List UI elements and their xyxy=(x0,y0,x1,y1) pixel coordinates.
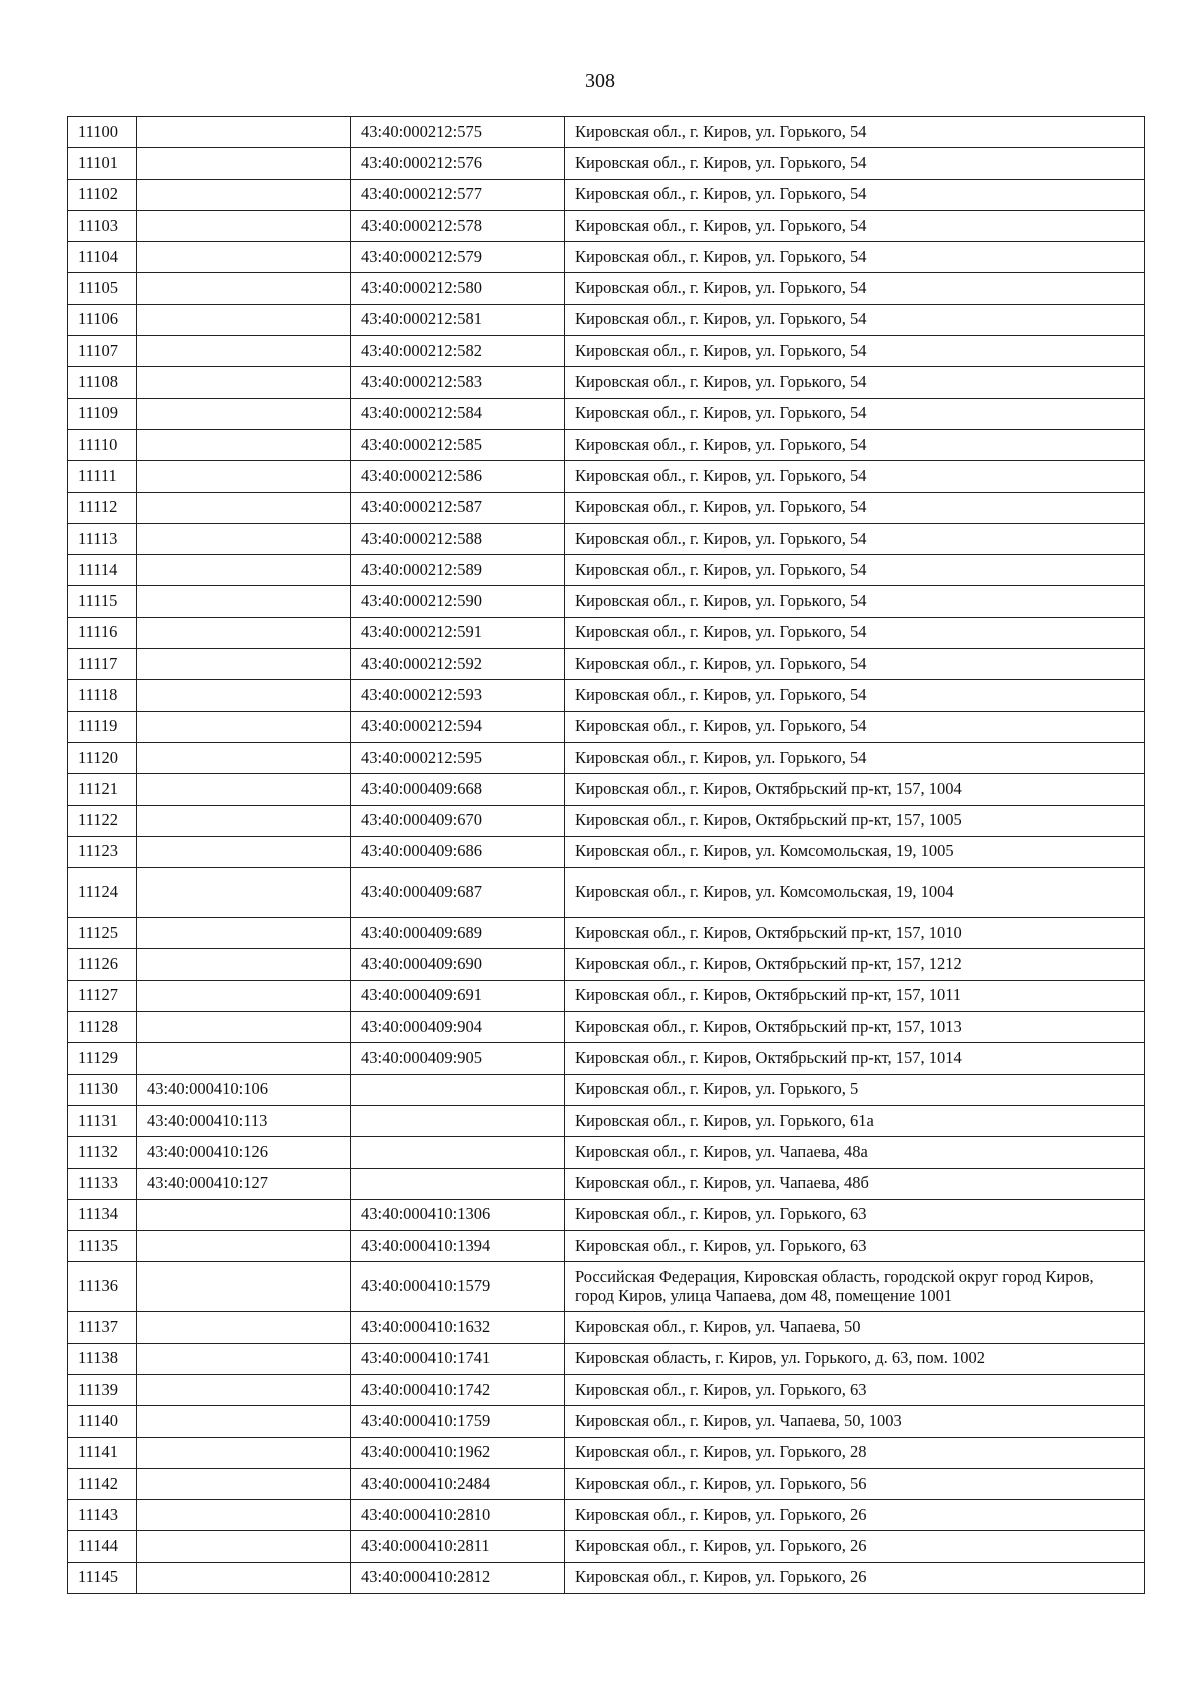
land-cadastral-number-cell xyxy=(137,1343,351,1374)
row-number-cell: 11118 xyxy=(68,680,137,711)
land-cadastral-number-cell: 43:40:000410:126 xyxy=(137,1137,351,1168)
address-cell: Кировская обл., г. Киров, ул. Горького, 26 xyxy=(565,1562,1145,1593)
table-row xyxy=(68,1199,1145,1230)
land-cadastral-number-cell xyxy=(137,1468,351,1499)
row-number-cell: 11110 xyxy=(68,429,137,460)
land-cadastral-number-cell xyxy=(137,555,351,586)
row-number-cell: 11121 xyxy=(68,774,137,805)
building-cadastral-number-cell xyxy=(351,1105,565,1136)
table-row xyxy=(68,1262,1145,1312)
address-cell: Кировская обл., г. Киров, ул. Горького, 54 xyxy=(565,680,1145,711)
building-cadastral-number-cell xyxy=(351,1168,565,1199)
table-row xyxy=(68,918,1145,949)
building-cadastral-number-cell: 43:40:000410:1632 xyxy=(351,1312,565,1343)
land-cadastral-number-cell xyxy=(137,242,351,273)
table-row xyxy=(68,242,1145,273)
address-cell: Кировская обл., г. Киров, ул. Горького, 54 xyxy=(565,117,1145,148)
row-number-cell: 11129 xyxy=(68,1043,137,1074)
table-row xyxy=(68,1468,1145,1499)
table-row xyxy=(68,1562,1145,1593)
row-number-cell: 11109 xyxy=(68,398,137,429)
address-cell: Кировская обл., г. Киров, ул. Горького, 54 xyxy=(565,398,1145,429)
land-cadastral-number-cell xyxy=(137,711,351,742)
address-cell: Кировская обл., г. Киров, ул. Горького, 63 xyxy=(565,1199,1145,1230)
row-number-cell: 11123 xyxy=(68,836,137,867)
row-number-cell: 11127 xyxy=(68,980,137,1011)
address-cell: Кировская обл., г. Киров, ул. Горького, 54 xyxy=(565,429,1145,460)
building-cadastral-number-cell: 43:40:000212:593 xyxy=(351,680,565,711)
row-number-cell: 11128 xyxy=(68,1012,137,1043)
table-row xyxy=(68,805,1145,836)
building-cadastral-number-cell: 43:40:000212:594 xyxy=(351,711,565,742)
building-cadastral-number-cell: 43:40:000212:595 xyxy=(351,742,565,773)
table-row xyxy=(68,711,1145,742)
row-number-cell: 11111 xyxy=(68,461,137,492)
building-cadastral-number-cell: 43:40:000212:575 xyxy=(351,117,565,148)
address-cell: Кировская обл., г. Киров, ул. Горького, 54 xyxy=(565,179,1145,210)
row-number-cell: 11125 xyxy=(68,918,137,949)
building-cadastral-number-cell: 43:40:000410:1742 xyxy=(351,1374,565,1405)
address-cell: Кировская обл., г. Киров, ул. Горького, 61а xyxy=(565,1105,1145,1136)
land-cadastral-number-cell xyxy=(137,1012,351,1043)
row-number-cell: 11107 xyxy=(68,336,137,367)
address-cell: Кировская обл., г. Киров, ул. Горького, 54 xyxy=(565,711,1145,742)
table-row xyxy=(68,680,1145,711)
land-cadastral-number-cell: 43:40:000410:113 xyxy=(137,1105,351,1136)
address-cell: Кировская обл., г. Киров, ул. Горького, 63 xyxy=(565,1374,1145,1405)
land-cadastral-number-cell xyxy=(137,1312,351,1343)
address-cell: Кировская обл., г. Киров, Октябрьский пр-кт, 157, 1005 xyxy=(565,805,1145,836)
address-cell: Кировская обл., г. Киров, Октябрьский пр-кт, 157, 1013 xyxy=(565,1012,1145,1043)
building-cadastral-number-cell: 43:40:000409:686 xyxy=(351,836,565,867)
address-cell: Кировская обл., г. Киров, ул. Горького, 54 xyxy=(565,523,1145,554)
building-cadastral-number-cell: 43:40:000410:1394 xyxy=(351,1231,565,1262)
building-cadastral-number-cell: 43:40:000410:2484 xyxy=(351,1468,565,1499)
building-cadastral-number-cell: 43:40:000212:584 xyxy=(351,398,565,429)
table-row xyxy=(68,1374,1145,1405)
address-cell: Кировская обл., г. Киров, ул. Горького, 26 xyxy=(565,1531,1145,1562)
address-cell: Кировская обл., г. Киров, Октябрьский пр-кт, 157, 1011 xyxy=(565,980,1145,1011)
row-number-cell: 11137 xyxy=(68,1312,137,1343)
address-cell: Кировская обл., г. Киров, Октябрьский пр-кт, 157, 1014 xyxy=(565,1043,1145,1074)
building-cadastral-number-cell: 43:40:000409:668 xyxy=(351,774,565,805)
building-cadastral-number-cell: 43:40:000212:580 xyxy=(351,273,565,304)
table-row xyxy=(68,1137,1145,1168)
row-number-cell: 11124 xyxy=(68,868,137,918)
building-cadastral-number-cell: 43:40:000212:591 xyxy=(351,617,565,648)
land-cadastral-number-cell xyxy=(137,523,351,554)
land-cadastral-number-cell xyxy=(137,1043,351,1074)
address-cell: Кировская обл., г. Киров, ул. Горького, 54 xyxy=(565,492,1145,523)
row-number-cell: 11142 xyxy=(68,1468,137,1499)
table-row xyxy=(68,1312,1145,1343)
land-cadastral-number-cell xyxy=(137,868,351,918)
land-cadastral-number-cell xyxy=(137,742,351,773)
address-cell: Кировская обл., г. Киров, ул. Чапаева, 50 xyxy=(565,1312,1145,1343)
address-cell: Кировская обл., г. Киров, ул. Горького, 28 xyxy=(565,1437,1145,1468)
address-cell: Кировская обл., г. Киров, ул. Горького, 54 xyxy=(565,304,1145,335)
table-row xyxy=(68,492,1145,523)
land-cadastral-number-cell xyxy=(137,1262,351,1312)
land-cadastral-number-cell xyxy=(137,117,351,148)
address-cell: Кировская обл., г. Киров, Октябрьский пр-кт, 157, 1004 xyxy=(565,774,1145,805)
address-cell: Кировская обл., г. Киров, ул. Горького, 54 xyxy=(565,617,1145,648)
table-row xyxy=(68,1168,1145,1199)
building-cadastral-number-cell: 43:40:000212:581 xyxy=(351,304,565,335)
building-cadastral-number-cell: 43:40:000212:582 xyxy=(351,336,565,367)
land-cadastral-number-cell xyxy=(137,805,351,836)
row-number-cell: 11115 xyxy=(68,586,137,617)
land-cadastral-number-cell xyxy=(137,1374,351,1405)
row-number-cell: 11106 xyxy=(68,304,137,335)
address-cell: Кировская обл., г. Киров, ул. Горького, 63 xyxy=(565,1231,1145,1262)
row-number-cell: 11113 xyxy=(68,523,137,554)
land-cadastral-number-cell xyxy=(137,617,351,648)
address-cell: Кировская обл., г. Киров, ул. Горького, 54 xyxy=(565,461,1145,492)
table-row xyxy=(68,1231,1145,1262)
building-cadastral-number-cell: 43:40:000410:1741 xyxy=(351,1343,565,1374)
land-cadastral-number-cell xyxy=(137,398,351,429)
row-number-cell: 11130 xyxy=(68,1074,137,1105)
building-cadastral-number-cell: 43:40:000409:687 xyxy=(351,868,565,918)
address-cell: Кировская обл., г. Киров, ул. Чапаева, 50, 1003 xyxy=(565,1406,1145,1437)
land-cadastral-number-cell xyxy=(137,1500,351,1531)
land-cadastral-number-cell xyxy=(137,1562,351,1593)
row-number-cell: 11136 xyxy=(68,1262,137,1312)
row-number-cell: 11114 xyxy=(68,555,137,586)
land-cadastral-number-cell xyxy=(137,586,351,617)
registry-table xyxy=(67,116,1145,1594)
building-cadastral-number-cell: 43:40:000409:690 xyxy=(351,949,565,980)
table-row xyxy=(68,949,1145,980)
row-number-cell: 11104 xyxy=(68,242,137,273)
building-cadastral-number-cell: 43:40:000212:592 xyxy=(351,649,565,680)
land-cadastral-number-cell xyxy=(137,304,351,335)
row-number-cell: 11119 xyxy=(68,711,137,742)
building-cadastral-number-cell: 43:40:000212:590 xyxy=(351,586,565,617)
row-number-cell: 11144 xyxy=(68,1531,137,1562)
building-cadastral-number-cell: 43:40:000212:588 xyxy=(351,523,565,554)
building-cadastral-number-cell: 43:40:000409:905 xyxy=(351,1043,565,1074)
land-cadastral-number-cell xyxy=(137,148,351,179)
land-cadastral-number-cell xyxy=(137,210,351,241)
row-number-cell: 11122 xyxy=(68,805,137,836)
building-cadastral-number-cell: 43:40:000410:2811 xyxy=(351,1531,565,1562)
row-number-cell: 11135 xyxy=(68,1231,137,1262)
table-row xyxy=(68,1043,1145,1074)
table-row xyxy=(68,836,1145,867)
row-number-cell: 11105 xyxy=(68,273,137,304)
building-cadastral-number-cell: 43:40:000212:587 xyxy=(351,492,565,523)
table-row xyxy=(68,210,1145,241)
row-number-cell: 11141 xyxy=(68,1437,137,1468)
address-cell: Кировская обл., г. Киров, ул. Горького, 54 xyxy=(565,242,1145,273)
address-cell: Кировская обл., г. Киров, ул. Горького, 54 xyxy=(565,742,1145,773)
address-cell: Кировская обл., г. Киров, ул. Чапаева, 48б xyxy=(565,1168,1145,1199)
building-cadastral-number-cell: 43:40:000410:2810 xyxy=(351,1500,565,1531)
table-row xyxy=(68,1406,1145,1437)
land-cadastral-number-cell xyxy=(137,273,351,304)
building-cadastral-number-cell: 43:40:000212:586 xyxy=(351,461,565,492)
table-row xyxy=(68,1012,1145,1043)
building-cadastral-number-cell: 43:40:000212:577 xyxy=(351,179,565,210)
row-number-cell: 11140 xyxy=(68,1406,137,1437)
address-cell: Кировская обл., г. Киров, ул. Горького, 54 xyxy=(565,555,1145,586)
table-row xyxy=(68,980,1145,1011)
table-row xyxy=(68,868,1145,918)
table-row xyxy=(68,117,1145,148)
land-cadastral-number-cell xyxy=(137,980,351,1011)
address-cell: Кировская обл., г. Киров, ул. Горького, 54 xyxy=(565,273,1145,304)
row-number-cell: 11116 xyxy=(68,617,137,648)
land-cadastral-number-cell xyxy=(137,1231,351,1262)
address-cell: Кировская обл., г. Киров, ул. Горького, 54 xyxy=(565,336,1145,367)
land-cadastral-number-cell xyxy=(137,429,351,460)
building-cadastral-number-cell: 43:40:000410:1962 xyxy=(351,1437,565,1468)
table-row xyxy=(68,273,1145,304)
row-number-cell: 11102 xyxy=(68,179,137,210)
row-number-cell: 11145 xyxy=(68,1562,137,1593)
land-cadastral-number-cell xyxy=(137,836,351,867)
address-cell: Кировская обл., г. Киров, ул. Горького, 5 xyxy=(565,1074,1145,1105)
land-cadastral-number-cell xyxy=(137,367,351,398)
address-cell: Кировская обл., г. Киров, ул. Комсомольская, 19, 1005 xyxy=(565,836,1145,867)
building-cadastral-number-cell: 43:40:000409:689 xyxy=(351,918,565,949)
row-number-cell: 11117 xyxy=(68,649,137,680)
row-number-cell: 11103 xyxy=(68,210,137,241)
registry-table-body xyxy=(68,117,1145,1594)
land-cadastral-number-cell xyxy=(137,336,351,367)
table-row xyxy=(68,367,1145,398)
land-cadastral-number-cell xyxy=(137,649,351,680)
table-row xyxy=(68,398,1145,429)
land-cadastral-number-cell xyxy=(137,1437,351,1468)
address-cell: Кировская обл., г. Киров, ул. Горького, 54 xyxy=(565,148,1145,179)
address-cell: Кировская обл., г. Киров, ул. Горького, 54 xyxy=(565,367,1145,398)
row-number-cell: 11139 xyxy=(68,1374,137,1405)
table-row xyxy=(68,1437,1145,1468)
building-cadastral-number-cell xyxy=(351,1074,565,1105)
address-cell: Кировская обл., г. Киров, ул. Горького, 56 xyxy=(565,1468,1145,1499)
table-row xyxy=(68,555,1145,586)
page-number: 308 xyxy=(585,70,615,92)
address-cell: Кировская область, г. Киров, ул. Горького, д. 63, пом. 1002 xyxy=(565,1343,1145,1374)
row-number-cell: 11112 xyxy=(68,492,137,523)
table-row xyxy=(68,1531,1145,1562)
row-number-cell: 11108 xyxy=(68,367,137,398)
building-cadastral-number-cell: 43:40:000410:1306 xyxy=(351,1199,565,1230)
building-cadastral-number-cell: 43:40:000212:589 xyxy=(351,555,565,586)
row-number-cell: 11126 xyxy=(68,949,137,980)
building-cadastral-number-cell: 43:40:000409:904 xyxy=(351,1012,565,1043)
row-number-cell: 11131 xyxy=(68,1105,137,1136)
land-cadastral-number-cell xyxy=(137,680,351,711)
row-number-cell: 11143 xyxy=(68,1500,137,1531)
row-number-cell: 11134 xyxy=(68,1199,137,1230)
address-cell: Кировская обл., г. Киров, ул. Горького, 54 xyxy=(565,210,1145,241)
address-cell: Кировская обл., г. Киров, Октябрьский пр-кт, 157, 1010 xyxy=(565,918,1145,949)
land-cadastral-number-cell xyxy=(137,1199,351,1230)
table-row xyxy=(68,617,1145,648)
land-cadastral-number-cell xyxy=(137,492,351,523)
address-cell: Кировская обл., г. Киров, ул. Комсомольская, 19, 1004 xyxy=(565,868,1145,918)
address-cell: Кировская обл., г. Киров, ул. Чапаева, 48а xyxy=(565,1137,1145,1168)
table-row xyxy=(68,179,1145,210)
building-cadastral-number-cell xyxy=(351,1137,565,1168)
land-cadastral-number-cell: 43:40:000410:106 xyxy=(137,1074,351,1105)
land-cadastral-number-cell xyxy=(137,774,351,805)
building-cadastral-number-cell: 43:40:000212:578 xyxy=(351,210,565,241)
row-number-cell: 11100 xyxy=(68,117,137,148)
address-cell: Кировская обл., г. Киров, ул. Горького, 54 xyxy=(565,586,1145,617)
building-cadastral-number-cell: 43:40:000410:1759 xyxy=(351,1406,565,1437)
address-cell: Кировская обл., г. Киров, ул. Горького, 26 xyxy=(565,1500,1145,1531)
row-number-cell: 11120 xyxy=(68,742,137,773)
table-row xyxy=(68,304,1145,335)
land-cadastral-number-cell xyxy=(137,179,351,210)
address-cell: Российская Федерация, Кировская область, городской округ город Киров, город Киров, улица Чапаева, дом 48, помещение 1001 xyxy=(565,1262,1145,1312)
table-row xyxy=(68,148,1145,179)
table-row xyxy=(68,1074,1145,1105)
table-row xyxy=(68,1105,1145,1136)
row-number-cell: 11133 xyxy=(68,1168,137,1199)
building-cadastral-number-cell: 43:40:000212:583 xyxy=(351,367,565,398)
building-cadastral-number-cell: 43:40:000409:670 xyxy=(351,805,565,836)
building-cadastral-number-cell: 43:40:000410:1579 xyxy=(351,1262,565,1312)
building-cadastral-number-cell: 43:40:000212:579 xyxy=(351,242,565,273)
row-number-cell: 11138 xyxy=(68,1343,137,1374)
table-row xyxy=(68,742,1145,773)
address-cell: Кировская обл., г. Киров, ул. Горького, 54 xyxy=(565,649,1145,680)
table-row xyxy=(68,649,1145,680)
land-cadastral-number-cell xyxy=(137,949,351,980)
land-cadastral-number-cell xyxy=(137,918,351,949)
table-row xyxy=(68,523,1145,554)
table-row xyxy=(68,429,1145,460)
row-number-cell: 11132 xyxy=(68,1137,137,1168)
table-row xyxy=(68,1500,1145,1531)
land-cadastral-number-cell: 43:40:000410:127 xyxy=(137,1168,351,1199)
land-cadastral-number-cell xyxy=(137,1531,351,1562)
land-cadastral-number-cell xyxy=(137,1406,351,1437)
building-cadastral-number-cell: 43:40:000212:576 xyxy=(351,148,565,179)
table-row xyxy=(68,774,1145,805)
table-row xyxy=(68,461,1145,492)
building-cadastral-number-cell: 43:40:000212:585 xyxy=(351,429,565,460)
row-number-cell: 11101 xyxy=(68,148,137,179)
land-cadastral-number-cell xyxy=(137,461,351,492)
address-cell: Кировская обл., г. Киров, Октябрьский пр-кт, 157, 1212 xyxy=(565,949,1145,980)
building-cadastral-number-cell: 43:40:000409:691 xyxy=(351,980,565,1011)
table-row xyxy=(68,1343,1145,1374)
building-cadastral-number-cell: 43:40:000410:2812 xyxy=(351,1562,565,1593)
table-row xyxy=(68,586,1145,617)
table-row xyxy=(68,336,1145,367)
